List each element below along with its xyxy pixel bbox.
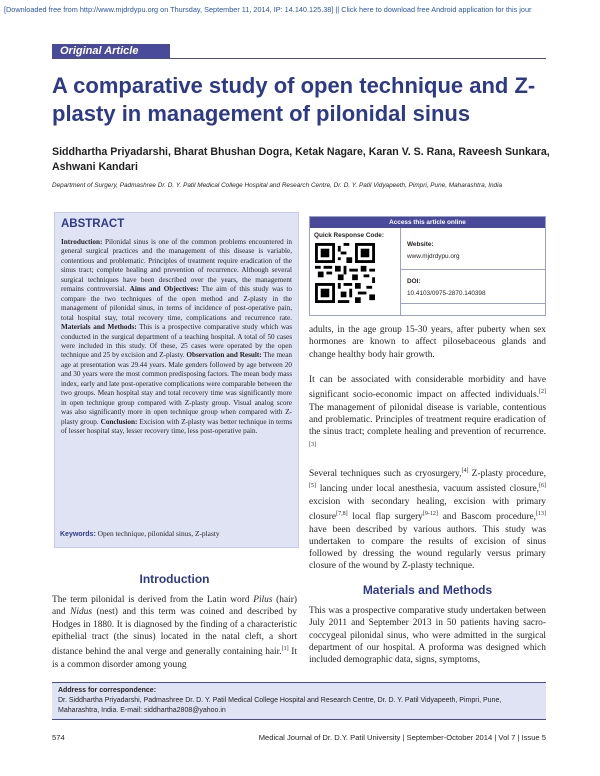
keywords [54,529,299,538]
website-label: Website: [407,241,434,248]
doi-link[interactable]: 10.4103/0975-2870.140398 [407,290,486,297]
abstract-text [61,238,292,437]
introduction-paragraph: The term pilonidal is derived from the Latin word Pilus (hair) and Nidus (nest) and this term was coined and described by Hodges in 1880. It is diagnosed by the finding of a characteristic epithelial tract (the sinus) located in the natal cleft, a short distance behind the anal verge and generally containing hair.[1] It is a common disorder among young [52,595,297,670]
body-paragraph-3: Several techniques such as cryosurgery,[4] Z-plasty procedure,[5] lancing under local anesthesia, vacuum assisted closure,[6] excision with secondary healing, excision with primary closure[7,8] local flap surgery[9-12] and Bascom procedure,[13] have been described by various authors. This study was undertaken to compare the results of excision of sinus followed by dressing the wound regularly versus primary closure of the wound by Z-plasty technique. [309,468,546,572]
abstract-intro-label: Introduction: [61,238,103,246]
keywords-text: Open technique, pilonidal sinus, Z-plasty [95,529,220,538]
body-paragraph-1: adults, in the age group 15-30 years, after puberty when sex hormones are known to affect pilosebaceous glands and change healthy body hair growth. [309,325,546,360]
website-link[interactable]: www.mjdrdypu.org [407,253,460,260]
correspondence-box [52,682,546,720]
qr-code-icon[interactable] [315,243,375,303]
abstract-aims-text: The aim of this study was to compare the two techniques of the open method and Z-plasty in the management of pilonidal sinus, in terms of incidence of post-operative pain, total hospital stay, total recovery time, complications and recurrence rate. [61,285,292,322]
abstract-obs-text: The mean age at presentation was 29.44 years. Male genders followed by age between 20 and 30 years were the most common predisposing factors. The mean body mass index, early and late post-operative complications were comparable between the two groups. Mean hospital stay and total recovery time was significantly more in open technique group compared with Z-plasty group. Visual analog score was also significantly more in open technique group when compared with Z-plasty group. [61,351,293,426]
access-rule-1 [401,269,546,270]
qr-label: Quick Response Code: [314,232,384,239]
abstract-box [54,212,299,548]
abstract-methods-label: Materials and Methods: [61,323,137,332]
abstract-intro-text: Pilonidal sinus is one of the common problems encountered in general surgical practices and the management of this disease is variable, contentious and problematic. Principles of treatment require eradication of the sinus tract; complete healing and prevention of recurrence. Although several surgical techniques have been described over the years, the management remains controversial. [61,238,292,294]
abstract-concl-label: Conclusion: [100,417,138,426]
correspondence-label: Address for correspondence: [58,687,157,694]
methods-paragraph: This was a prospective comparative study undertaken between July 2011 and September 2013 in 50 patients having sacro-coccygeal pilonidal sinus, who were admitted in the surgical department of our hospital. A proforma was designed which included demographic data, signs, symptoms, [309,606,546,666]
journal-citation: Medical Journal of Dr. D.Y. Patil University | September-October 2014 | Vol 7 | Issue 5 [258,733,546,742]
abstract-methods-text: This is a prospective comparative study which was conducted in the surgical department of a teaching hospital. A total of 50 cases were included in this study. Of these, 25 cases were operated by the open technique and 25 by excision and Z-plasty. [61,323,292,360]
access-online-box [309,216,546,316]
keywords-label: Keywords: [60,531,96,538]
abstract-concl-text: Excision with Z-plasty was better technique in terms of lesser hospital stay, lesser recovery time, less post-operative pain. [61,417,293,436]
abstract-obs-label: Observation and Result: [186,351,262,360]
affiliation: Department of Surgery, Padmashree Dr. D. Y. Patil Medical College Hospital and Research Centre, Dr. D. Y. Patil Vidyapeeth, Pimpri, Pune, Maharashtra, India [52,182,503,189]
article-title: A comparative study of open technique and Z-plasty in management of pilonidal sinus [52,73,536,126]
body-paragraph-2: It can be associated with considerable morbidity and have significant socio-economic impact on affected individuals.[2] The management of pilonidal disease is variable, contentious and problematic. Principles of treatment require eradication of the sinus tract; complete healing and prevention of recurrence.[3] [309,375,546,448]
article-type-label: Original Article [52,44,170,59]
header-rule [170,58,546,59]
author-list: Siddhartha Priyadarshi, Bharat Bhushan Dogra, Ketak Nagare, Karan V. S. Rana, Raveesh Sunkara, Ashwani Kandari [52,146,550,173]
doi-label: DOI: [407,278,421,285]
introduction-heading: Introduction [139,572,210,586]
access-heading: Access this article online [310,217,545,228]
abstract-aims-label: Aims and Objectives: [129,285,199,294]
download-banner[interactable]: [Downloaded free from http://www.mjdrdypu.org on Thursday, September 11, 2014, IP: 14.140.125.38] || Click here to download free Android application for this jour [4,5,532,14]
page-number: 574 [52,733,65,742]
access-rule-2 [401,303,546,304]
correspondence-text: Dr. Siddhartha Priyadarshi, Padmashree Dr. D. Y. Patil Medical College Hospital and Research Centre, Dr. D. Y. Patil Vidyapeeth, Pimpri, Pune, Maharashtra, India. E-mail: siddhartha2808@yahoo.in [58,697,502,714]
abstract-heading: ABSTRACT [61,218,125,230]
methods-heading: Materials and Methods [362,583,493,597]
